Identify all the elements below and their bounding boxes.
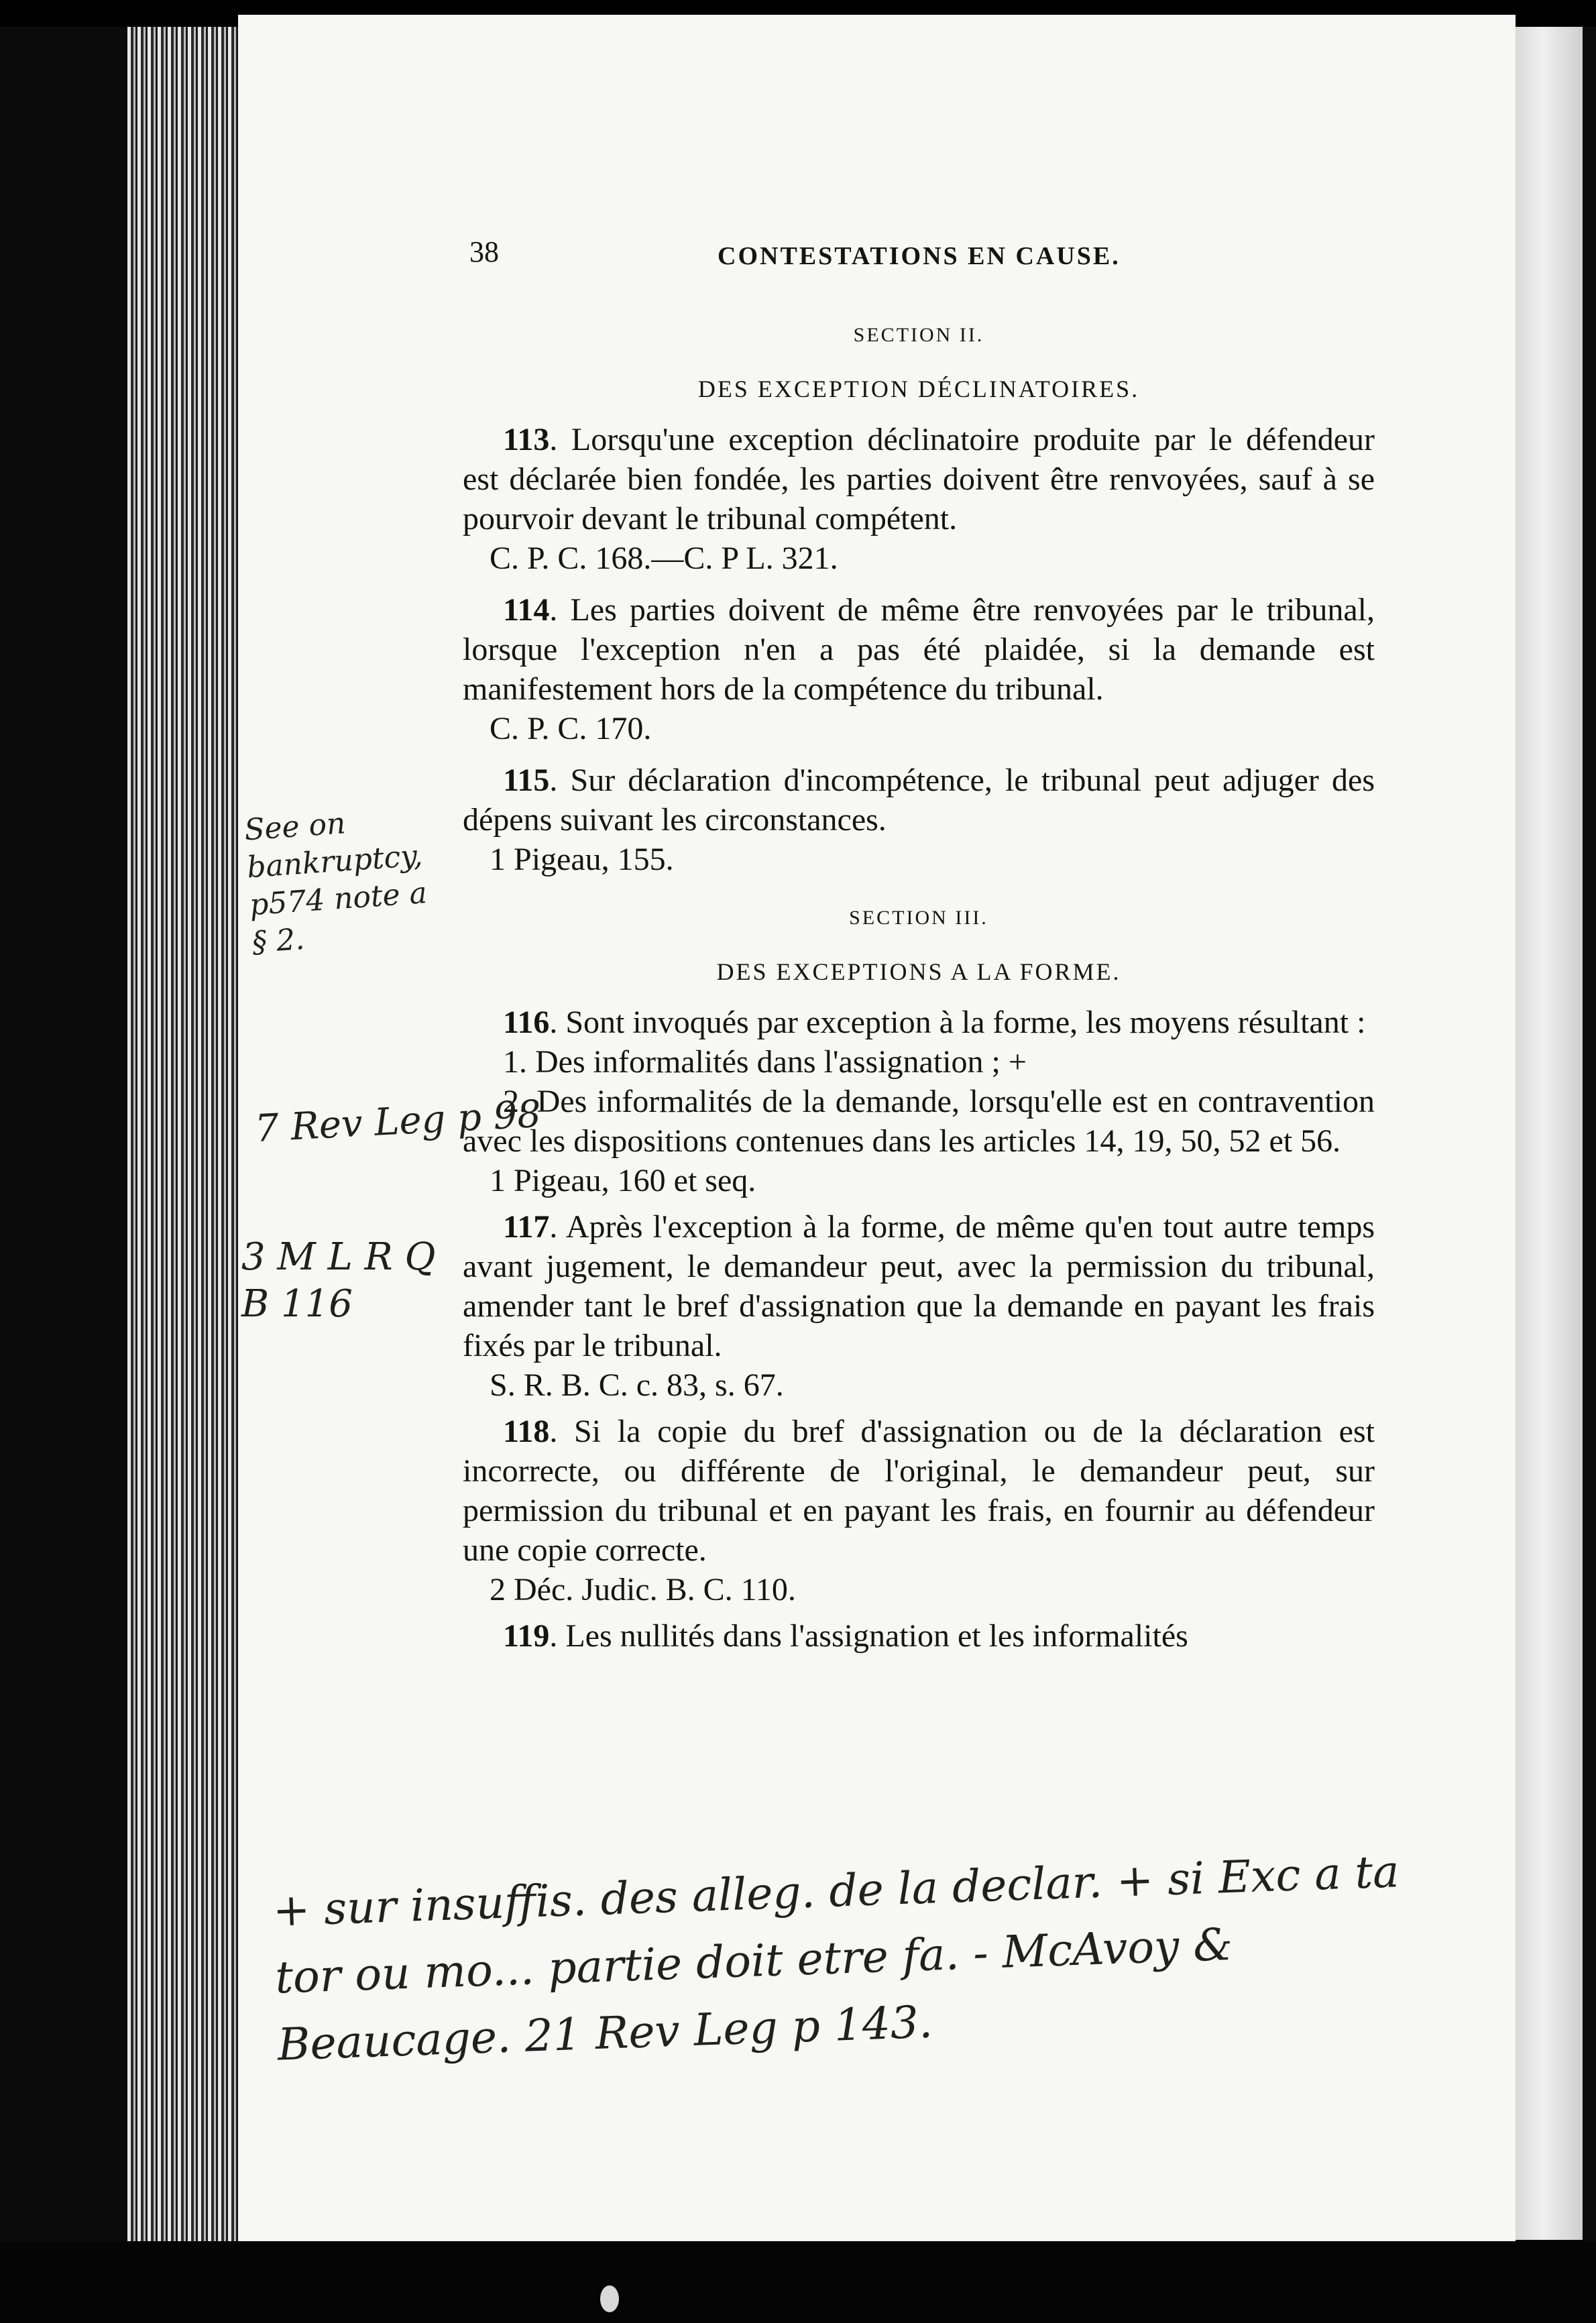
margin-note-bankruptcy	[243, 798, 455, 962]
page-number: 38	[469, 235, 499, 268]
section-label: SECTION III.	[849, 907, 988, 929]
article-text: . Les nullités dans l'assignation et les informalités	[549, 1618, 1188, 1654]
article-number: 115	[503, 762, 550, 798]
margin-note-text: 7 Rev Leg p 98	[253, 1092, 543, 1151]
section-label: SECTION II.	[853, 324, 984, 346]
list-item: 2. Des informalités de la demande, lorsqu'elle est en contravention avec les dispositions contenues dans les articles 14, 19, 50, 52 et 56.	[463, 1084, 1375, 1159]
margin-note-text: See on bankruptcy, p574 note a § 2.	[243, 806, 429, 960]
page-body	[463, 315, 1375, 1656]
article-number: 113	[503, 422, 550, 457]
article-number: 116	[503, 1005, 550, 1040]
article-text: . Après l'exception à la forme, de même qu'en tout autre temps avant jugement, le demandeur peut, avec la permission du tribunal, amender tant le bref d'assignation que la demande en payant les frais fixés par le tribunal.	[463, 1209, 1375, 1363]
margin-note-text: 3 M L R Q B 116	[241, 1235, 436, 1326]
margin-note-mlr	[241, 1234, 443, 1328]
article-text: . Sur déclaration d'incompétence, le tribunal peut adjuger des dépens suivant les circonstances.	[463, 762, 1375, 838]
scan-border-bottom	[0, 2241, 1596, 2323]
page-header	[469, 235, 1140, 288]
book-page-edges	[127, 27, 241, 2253]
article-citation: C. P. C. 168.—C. P L. 321.	[490, 541, 838, 576]
running-title: CONTESTATIONS EN CAUSE.	[718, 242, 1121, 270]
bottom-handwritten-note	[272, 1837, 1418, 2078]
article-citation: 1 Pigeau, 160 et seq.	[490, 1163, 756, 1198]
article-115	[463, 760, 1375, 840]
article-citation: 1 Pigeau, 155.	[490, 842, 674, 877]
article-113	[463, 420, 1375, 539]
article-117	[463, 1207, 1375, 1365]
binding-mark	[600, 2285, 619, 2312]
article-119	[463, 1616, 1375, 1656]
bottom-note-text: + sur insuffis. des alleg. de la declar. + si Exc a ta tor ou mo... partie doit etre fa. - McAvoy & Beaucage. 21 Rev Leg p 143.	[272, 1846, 1400, 2071]
article-118	[463, 1412, 1375, 1570]
article-116	[463, 1003, 1375, 1042]
article-text: . Sont invoqués par exception à la forme, les moyens résultant :	[549, 1005, 1366, 1040]
article-number: 114	[503, 592, 550, 628]
article-citation: S. R. B. C. c. 83, s. 67.	[490, 1367, 784, 1403]
section-title: DES EXCEPTIONS A LA FORME.	[716, 958, 1121, 985]
list-item: 1. Des informalités dans l'assignation ; +	[503, 1044, 1027, 1080]
article-citation: C. P. C. 170.	[490, 711, 652, 746]
article-text: . Lorsqu'une exception déclinatoire produite par le défendeur est déclarée bien fondée, les parties doivent être renvoyées, sauf à se pourvoir devant le tribunal compétent.	[463, 422, 1375, 536]
article-number: 119	[503, 1618, 550, 1654]
next-page-edge	[1516, 27, 1583, 2240]
article-text: . Si la copie du bref d'assignation ou de la déclaration est incorrecte, ou différente de l'original, le demandeur peut, sur permission du tribunal et en payant les frais, en fournir au défendeur une copie correcte.	[463, 1414, 1375, 1568]
article-114	[463, 590, 1375, 709]
section-title: DES EXCEPTION DÉCLINATOIRES.	[697, 376, 1140, 402]
article-number: 118	[503, 1414, 550, 1449]
article-number: 117	[503, 1209, 550, 1245]
article-text: . Les parties doivent de même être renvoyées par le tribunal, lorsque l'exception n'en a pas été plaidée, si la demande est manifestement hors de la compétence du tribunal.	[463, 592, 1375, 707]
article-citation: 2 Déc. Judic. B. C. 110.	[490, 1572, 796, 1607]
